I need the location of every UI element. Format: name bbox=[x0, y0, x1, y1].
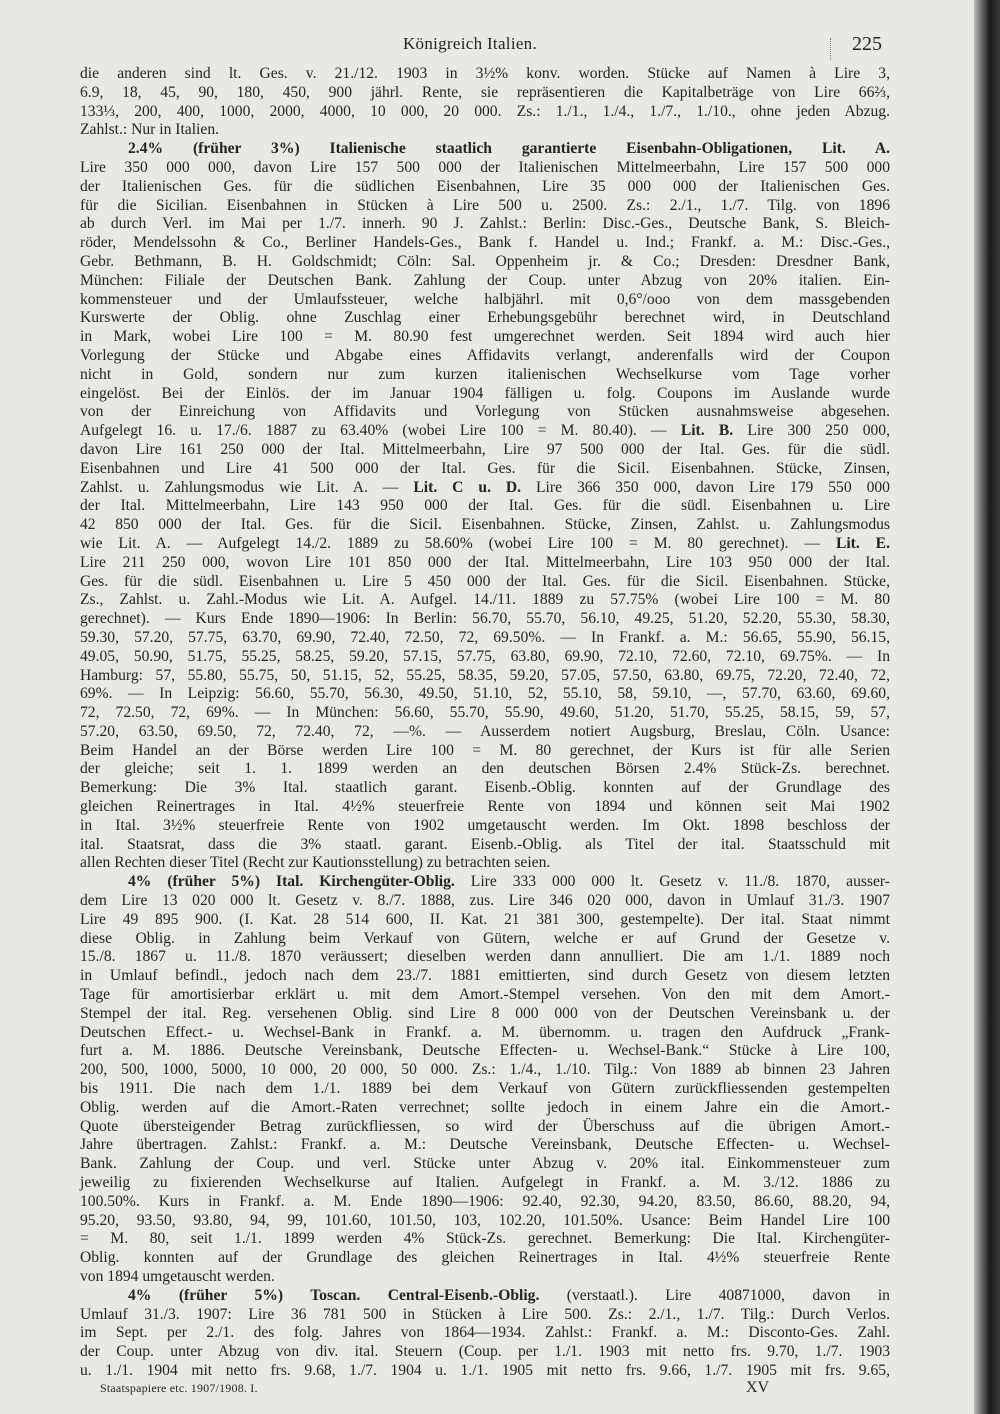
text-line: Zs., Zahlst. u. Zahl.-Modus wie Lit. A. Aufgel. 14./11. 1889 zu 57.75% (wobei Lire 100 = M. 80 bbox=[80, 591, 890, 609]
text-line: Oblig. werden auf die Amort.-Raten verrechnet; sollte jedoch in einem Jahre ein die Amort.- bbox=[80, 1098, 890, 1116]
text-line: 200, 500, 1000, 5000, 10 000, 20 000, 50 000. Zs.: 1./4., 1./10. Tilg.: Von 1889 ab binnen 23 Jahren bbox=[80, 1061, 890, 1079]
text-line: der Coup. unter Abzug von div. ital. Steuern (Coup. per 1./1. 1903 mit netto frs. 9.70, 1./7. 1903 bbox=[80, 1343, 890, 1361]
text-line: 49.05, 50.90, 51.75, 55.25, 58.25, 59.20, 57.15, 57.75, 63.80, 69.90, 72.10, 72.60, 72.10, 69.75%. — In bbox=[80, 647, 890, 665]
text-line: Vorlegung der Stücke und Abgabe eines Affidavits verlangt, anderenfalls wird der Coupon bbox=[80, 346, 890, 364]
footer-signature: Staatspapiere etc. 1907/1908. I. bbox=[100, 1381, 258, 1395]
line-text: wie Lit. A. — Aufgelegt 14./2. 1889 zu 58.60% (wobei Lire 100 = M. 80 gerechnet). — bbox=[80, 534, 836, 552]
page-number: 225 bbox=[852, 33, 882, 55]
header-rule-mark bbox=[830, 38, 832, 60]
text-line: Oblig. konnten auf der Grundlage des gleichen Reinertrages in Ital. 4½% steuerfreie Rente bbox=[80, 1249, 890, 1267]
text-line: München: Filiale der Deutschen Bank. Zahlung der Coup. unter Abzug von 20% italien. Ein- bbox=[80, 271, 890, 289]
entry-heading: Lit. B. bbox=[680, 422, 734, 440]
line-text: Lire 333 000 000 lt. Gesetz v. 11./8. 1870, ausser- bbox=[454, 873, 890, 891]
text-line: = M. 80, seit 1./1. 1899 werden 4% Stück-Zs. gerechnet. Bemerkung: Die Ital. Kirchengüter- bbox=[80, 1230, 890, 1248]
text-line: 95.20, 93.50, 93.80, 94, 99, 101.60, 101.50, 103, 102.20, 101.50%. Usance: Beim Handel Lire 100 bbox=[80, 1211, 890, 1229]
text-line: Jahre übertragen. Zahlst.: Frankf. a. M.: Deutsche Vereinsbank, Deutsche Effecten- u. Wechsel- bbox=[80, 1136, 890, 1154]
text-line: in Ital. 3½% steuerfreie Rente von 1902 umgetauscht werden. Im Okt. 1898 beschloss der bbox=[80, 816, 890, 834]
text-line: Zahlst.: Nur in Italien. bbox=[80, 121, 220, 139]
line-text: Zahlst. u. Zahlungsmodus wie Lit. A. — bbox=[80, 478, 414, 496]
text-line bbox=[80, 422, 890, 441]
text-line: in Umlauf befindl., jedoch nach dem 23./7. 1881 emittierten, sind durch Gesetz von diesem letzten bbox=[80, 967, 890, 985]
text-line bbox=[80, 479, 890, 498]
text-line: 133⅓, 200, 400, 1000, 2000, 4000, 10 000, 20 000. Zs.: 1./1., 1./4., 1./7., 1./10., ohne jeden Abzug. bbox=[80, 102, 890, 120]
paragraph bbox=[80, 1287, 890, 1381]
line-text: Lire 366 350 000, davon Lire 179 550 000 bbox=[521, 478, 890, 496]
text-line: eingelöst. Bei der Einlös. der im Januar 1904 fälligen u. folg. Coupons im Auslande wurde bbox=[80, 384, 890, 402]
text-line: dem Lire 13 020 000 lt. Gesetz v. 8./7. 1888, zus. Lire 346 020 000, davon in Umlauf 31./3. 1907 bbox=[80, 892, 890, 910]
text-line: nicht in Gold, sondern nur zum kurzen italienischen Wechselkurse vom Tage vorher bbox=[80, 365, 890, 383]
entry-heading: 2.4% (früher 3%) Italienische staatlich garantierte Eisenbahn-Obligationen, Lit. A. bbox=[128, 140, 890, 158]
text-line: davon Lire 161 250 000 der Ital. Mittelmeerbahn, Lire 97 500 000 der Ital. Ges. für die südl. bbox=[80, 440, 890, 458]
document-body bbox=[80, 65, 890, 1381]
text-line: Gebr. Bethmann, B. H. Goldschmidt; Cöln: Sal. Oppenheim jr. & Co.; Dresden: Dresdner Bank, bbox=[80, 252, 890, 270]
entry-heading: 4% (früher 5%) Toscan. Central-Eisenb.-Oblig. bbox=[128, 1286, 540, 1304]
text-line: ital. Staatsrat, dass die 3% staatl. garant. Eisenb.-Oblig. als Titel der ital. Staatsschuld mit bbox=[80, 835, 890, 853]
text-line: furt a. M. 1886. Deutsche Vereinsbank, Deutsche Effecten- u. Wechsel-Bank.“ Stücke à Lire 100, bbox=[80, 1042, 890, 1060]
scan-page-edge bbox=[974, 0, 1000, 1414]
text-line bbox=[80, 1287, 890, 1306]
text-line: Quote übersteigender Betrag zurückfliessen, so wird der Überschuss auf die übrigen Amort.- bbox=[80, 1117, 890, 1135]
paragraph bbox=[80, 140, 890, 873]
text-line: röder, Mendelssohn & Co., Berliner Handels-Ges., Bank f. Handel u. Ind.; Frankf. a. M.: Disc.-Ges., bbox=[80, 234, 890, 252]
text-line bbox=[80, 873, 890, 892]
text-line: bis 1911. Die nach dem 1./1. 1889 bei dem Verkauf von Gütern zurückfliessenden gestempelten bbox=[80, 1080, 890, 1098]
text-line bbox=[80, 535, 890, 554]
entry-heading: Lit. C u. D. bbox=[413, 478, 522, 496]
text-line: Beim Handel an der Börse werden Lire 100 = M. 80 gerechnet, der Kurs ist für alle Serien bbox=[80, 741, 890, 759]
text-line: Kurswerte der Oblig. ohne Zuschlag einer Erhebungsgebühr berechnet wird, in Deutschland bbox=[80, 309, 890, 327]
text-line: diese Oblig. in Zahlung beim Verkauf von Gütern, welche er auf Grund der Gesetze v. bbox=[80, 929, 890, 947]
paragraph bbox=[80, 873, 890, 1287]
text-line: 57.20, 63.50, 69.50, 72, 72.40, 72, —%. — Ausserdem notiert Augsburg, Breslau, Cöln. Usance: bbox=[80, 722, 890, 740]
text-line: 6.9, 18, 45, 90, 180, 450, 900 jährl. Rente, sie repräsentieren die Kapitalbeträge von Lire 66⅔, bbox=[80, 83, 890, 101]
text-line: im Sept. per 2./1. des folg. Jahres von 1864—1934. Zahlst.: Frankf. a. M.: Disconto-Ges. Zahl. bbox=[80, 1324, 890, 1342]
line-text: (verstaatl.). Lire 40871000, davon in bbox=[539, 1286, 890, 1304]
entry-heading: Lit. E. bbox=[835, 534, 890, 552]
text-line: Lire 211 250 000, wovon Lire 101 850 000 der Ital. Mittelmeerbahn, Lire 103 950 000 der Ital. bbox=[80, 553, 890, 571]
line-text: Aufgelegt 16. u. 17./6. 1887 zu 63.40% (wobei Lire 100 = M. 80.40). — bbox=[80, 422, 681, 440]
text-line: Ges. für die südl. Eisenbahnen u. Lire 5 450 000 der Ital. Ges. für die Sicil. Eisenbahnen. Stücke, bbox=[80, 572, 890, 590]
text-line: Tage für amortisierbar erklärt u. mit dem Amort.-Stempel versehen. Von den mit dem Amort.- bbox=[80, 986, 890, 1004]
text-line: kommensteuer und der Umlaufssteuer, welche halbjährl. mit 0,6°/ooo von dem massgebenden bbox=[80, 290, 890, 308]
text-line: u. 1./1. 1904 mit netto frs. 9.68, 1./7. 1904 u. 1./1. 1905 mit netto frs. 9.66, 1./7. 1905 mit frs. 9.65, bbox=[80, 1361, 890, 1379]
footer-sheet-number: XV bbox=[746, 1379, 770, 1396]
text-line: jeweilig zu fixierenden Wechselkurse auf Italien. Aufgelegt in Frankf. a. M. 3./12. 1886 zu bbox=[80, 1174, 890, 1192]
text-line: 100.50%. Kurs in Frankf. a. M. Ende 1890—1906: 92.40, 92.30, 94.20, 83.50, 86.60, 88.20, 94, bbox=[80, 1192, 890, 1210]
text-line: 72, 72.50, 72, 69%. — In München: 56.60, 55.70, 55.90, 49.60, 51.20, 51.70, 55.25, 58.15, 59, 57, bbox=[80, 704, 890, 722]
text-line: gerechnet). — Kurs Ende 1890—1906: In Berlin: 56.70, 55.70, 56.10, 49.25, 51.20, 52.20, 55.30, 58.30, bbox=[80, 610, 890, 628]
text-line: die anderen sind lt. Ges. v. 21./12. 1903 in 3½% konv. worden. Stücke auf Namen à Lire 3, bbox=[80, 65, 890, 82]
text-line: der Ital. Mittelmeerbahn, Lire 143 950 000 der Ital. Ges. für die südl. Eisenbahnen u. Lire bbox=[80, 497, 890, 515]
text-line: der gleiche; seit 1. 1. 1899 werden an den deutschen Börsen 2.4% Stück-Zs. berechnet. bbox=[80, 760, 890, 778]
text-line: Bemerkung: Die 3% Ital. staatlich garant. Eisenb.-Oblig. konnten auf der Grundlage des bbox=[80, 779, 890, 797]
text-line: Lire 49 895 900. (I. Kat. 28 514 600, II. Kat. 21 381 300, gestempelte). Der ital. Staat nimmt bbox=[80, 910, 890, 928]
text-line: 42 850 000 der Ital. Ges. für die Sicil. Eisenbahnen. Stücke, Zinsen, Zahlst. u. Zahlungsmodus bbox=[80, 516, 890, 534]
text-line: für die Sicilian. Eisenbahnen in Stücken à Lire 500 u. 2500. Zs.: 2./1., 1./7. Tilg. von 1896 bbox=[80, 196, 890, 214]
text-line: in Mark, wobei Lire 100 = M. 80.90 fest umgerechnet werden. Seit 1894 wird auch hier bbox=[80, 328, 890, 346]
text-line: Umlauf 31./3. 1907: Lire 36 781 500 in Stücken à Lire 500. Zs.: 2./1., 1./7. Tilg.: Durch Verlos. bbox=[80, 1305, 890, 1323]
entry-heading: 4% (früher 5%) Ital. Kirchengüter-Oblig. bbox=[128, 873, 455, 891]
text-line: allen Rechten dieser Titel (Recht zur Kautionsstellung) zu betrachten seien. bbox=[80, 854, 551, 872]
paragraph bbox=[80, 65, 890, 140]
line-text: Lire 300 250 000, bbox=[733, 422, 890, 440]
text-line bbox=[80, 140, 890, 159]
text-line: von der Einreichung von Affidavits und Vorlegung von Stücken ausnahmsweise abgesehen. bbox=[80, 403, 890, 421]
text-line: Eisenbahnen und Lire 41 500 000 der Ital. Ges. für die Sicil. Eisenbahnen. Stücke, Zinsen, bbox=[80, 459, 890, 477]
text-line: Deutschen Effect.- u. Wechsel-Bank in Frankf. a. M. übernomm. u. tragen den Aufdruck „Frank- bbox=[80, 1023, 890, 1041]
text-line: gleichen Reinertrages in Ital. 4½% steuerfreie Rente von 1894 und können seit Mai 1902 bbox=[80, 798, 890, 816]
text-line: Stempel der ital. Reg. versehenen Oblig. sind Lire 8 000 000 von der Deutschen Vereinsbank u. der bbox=[80, 1004, 890, 1022]
text-line: 15./8. 1867 u. 11./8. 1870 veräussert; dieselben werden dann annulliert. Die am 1./1. 1889 noch bbox=[80, 948, 890, 966]
text-line: Bank. Zahlung der Coup. und verl. Stücke unter Abzug v. 20% ital. Einkommensteuer zum bbox=[80, 1155, 890, 1173]
running-header-title: Königreich Italien. bbox=[402, 34, 538, 53]
text-line: ab durch Verl. im Mai per 1./7. innerh. 90 J. Zahlst.: Berlin: Disc.-Ges., Deutsche Bank, S. Bleich- bbox=[80, 215, 890, 233]
text-line: Lire 350 000 000, davon Lire 157 500 000 der Italienischen Mittelmeerbahn, Lire 157 500 000 bbox=[80, 158, 890, 176]
text-line: 69%. — In Leipzig: 56.60, 55.70, 56.30, 49.50, 51.10, 52, 55.10, 58, 59.10, —, 57.70, 63.60, 69.60, bbox=[80, 685, 890, 703]
text-line: Hamburg: 57, 55.80, 55.75, 50, 51.15, 52, 55.25, 58.35, 59.20, 57.05, 57.50, 63.80, 69.75, 72.20, 72.40, 72, bbox=[80, 666, 890, 684]
text-line: von 1894 umgetauscht werden. bbox=[80, 1268, 275, 1285]
text-line: der Italienischen Ges. für die südlichen Eisenbahnen, Lire 35 000 000 der Italienischen Ges. bbox=[80, 177, 890, 195]
text-line: 59.30, 57.20, 57.75, 63.70, 69.90, 72.40, 72.50, 72, 69.50%. — In Frankf. a. M.: 56.65, 55.90, 56.15, bbox=[80, 628, 890, 646]
